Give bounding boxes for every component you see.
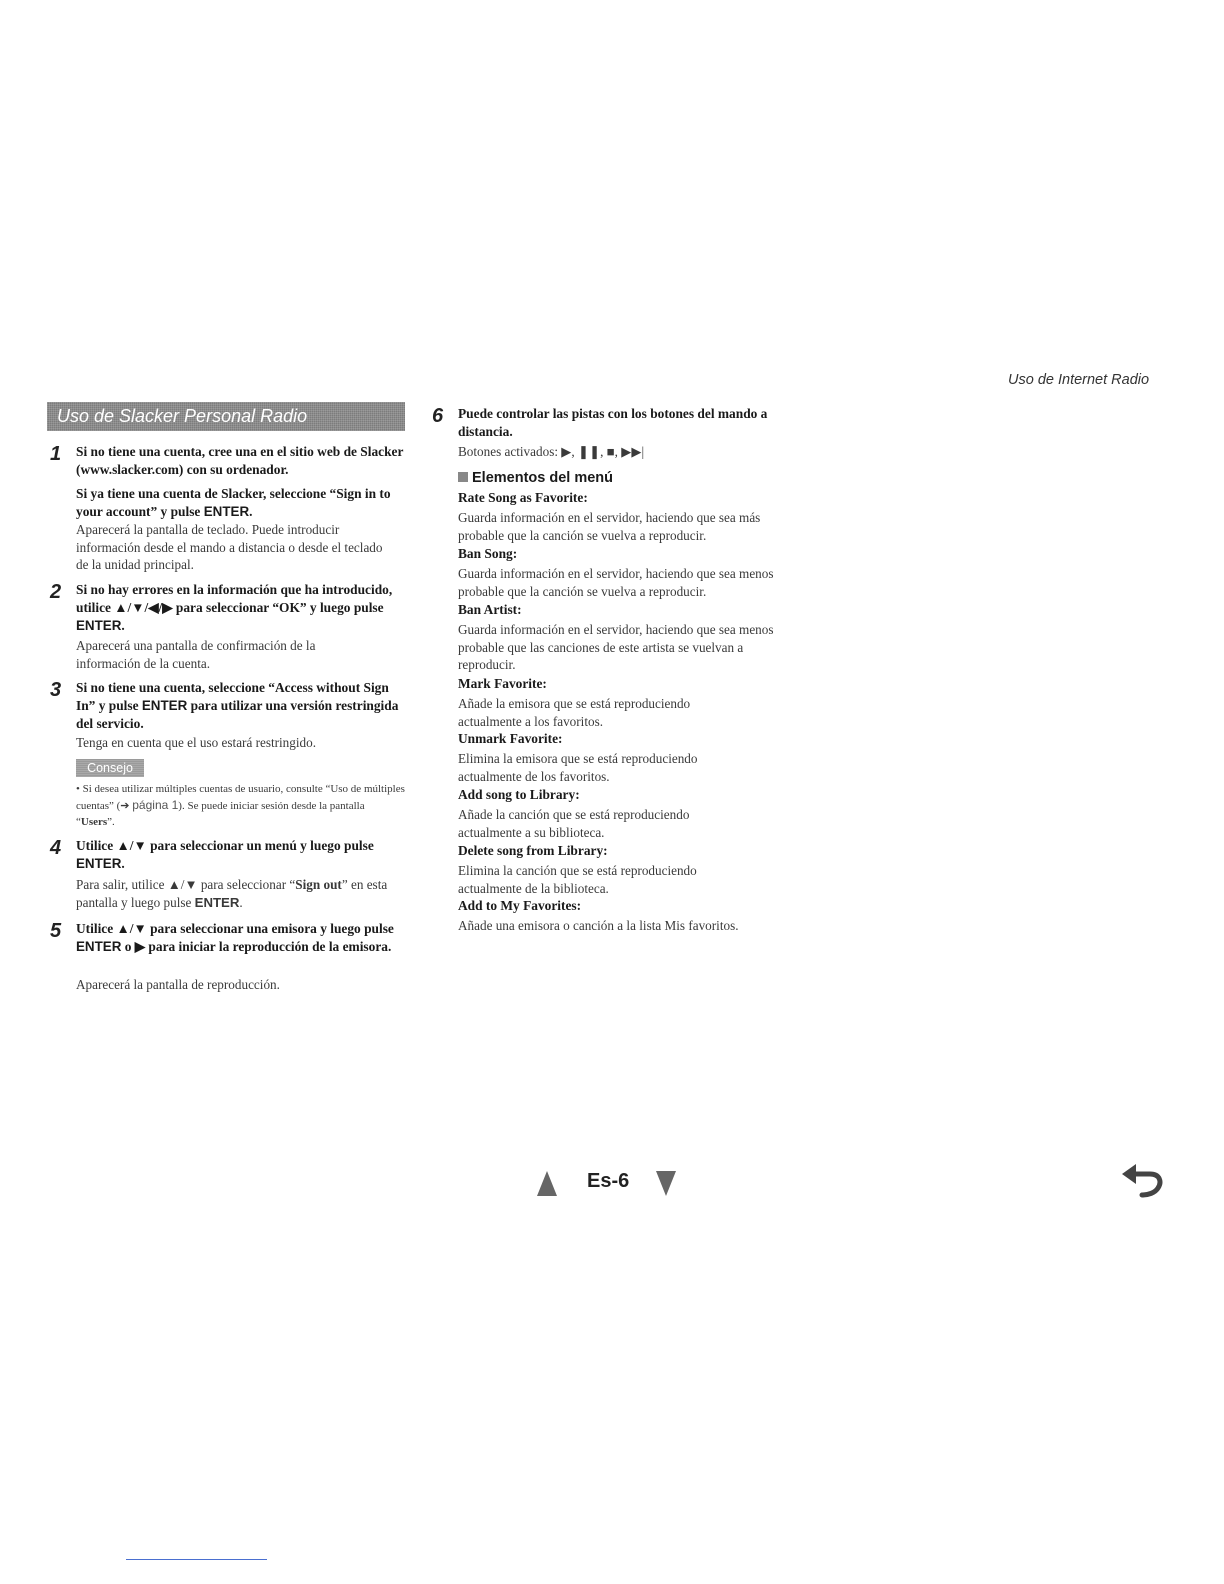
step-number: 3 — [50, 679, 62, 701]
step-instruction-2: Si ya tiene una cuenta de Slacker, seleccione “Sign in to your account” y pulse ENTER. — [76, 486, 391, 519]
menu-item-term: Delete song from Library: — [458, 843, 608, 858]
menu-item-term: Unmark Favorite: — [458, 731, 563, 746]
menu-item-term: Mark Favorite: — [458, 676, 547, 691]
step-instruction: Si no tiene una cuenta, cree una en el sitio web de Slacker (www.slacker.com) con su ordenador. — [76, 444, 404, 477]
step-description: Para salir, utilice ▲/▼ para seleccionar “Sign out” en esta pantalla y luego pulse ENTER. — [76, 877, 388, 910]
page-number: Es-6 — [587, 1170, 630, 1192]
menu-item-term: Add to My Favorites: — [458, 898, 582, 913]
section-title-banner: Uso de Slacker Personal Radio — [47, 402, 405, 431]
menu-item-desc: Elimina la canción que se está reproduciendo actualmente de la biblioteca. — [458, 863, 697, 896]
step-description: Aparecerá la pantalla de reproducción. — [76, 977, 280, 992]
step-instruction: Si no hay errores en la información que ha introducido, utilice ▲/▼/◀/▶ para seleccionar “OK” y luego pulse ENTER. — [76, 582, 393, 633]
step-number: 2 — [50, 581, 62, 603]
step-description: Tenga en cuenta que el uso estará restringido. — [76, 735, 317, 750]
step-instruction: Puede controlar las pistas con los botones del mando a distancia. — [458, 406, 768, 439]
square-bullet-icon — [458, 472, 468, 482]
section-header: Uso de Internet Radio — [1008, 372, 1150, 388]
step-description: Aparecerá la pantalla de teclado. Puede introducir información desde el mando a distancia o desde el teclado de la unidad principal. — [76, 522, 383, 572]
tip-label: Consejo — [76, 759, 144, 777]
menu-item-desc: Añade la canción que se está reproduciendo actualmente a su biblioteca. — [458, 807, 690, 840]
menu-item-term: Ban Song: — [458, 546, 518, 561]
step-instruction: Si no tiene una cuenta, seleccione “Access without Sign In” y pulse ENTER para utilizar una versión restringida del servicio. — [76, 680, 399, 731]
menu-item-term: Ban Artist: — [458, 602, 522, 617]
step-number: 1 — [50, 443, 62, 465]
menu-item-desc: Guarda información en el servidor, haciendo que sea menos probable que la canción se vuelva a reproducir. — [458, 566, 774, 599]
menu-item-desc: Añade una emisora o canción a la lista Mis favoritos. — [458, 918, 739, 933]
menu-item-desc: Elimina la emisora que se está reproduciendo actualmente de los favoritos. — [458, 751, 698, 784]
step-number: 5 — [50, 920, 62, 942]
menu-heading: Elementos del menú — [458, 470, 613, 486]
page-link[interactable]: página 1 — [132, 798, 179, 812]
return-arrow-icon[interactable] — [1120, 1162, 1164, 1203]
step-description: Botones activados: ▶, ❚❚, ■, ▶▶| — [458, 444, 645, 459]
tip-note: • Si desea utilizar múltiples cuentas de usuario, consulte “Uso de múltiples cuentas” (➔ página 1). Se puede iniciar sesión desde la pantalla “Users”. — [76, 783, 405, 828]
menu-item-term: Rate Song as Favorite: — [458, 490, 588, 505]
menu-item-term: Add song to Library: — [458, 787, 580, 802]
divider — [126, 1559, 267, 1560]
menu-item-desc: Guarda información en el servidor, haciendo que sea más probable que la canción se vuelva a reproducir. — [458, 510, 761, 543]
step-instruction: Utilice ▲/▼ para seleccionar un menú y luego pulse ENTER. — [76, 838, 374, 871]
step-number: 4 — [50, 837, 62, 859]
step-number: 6 — [432, 405, 444, 427]
down-triangle-icon[interactable] — [656, 1171, 676, 1201]
step-instruction: Utilice ▲/▼ para seleccionar una emisora y luego pulse ENTER o ▶ para iniciar la reproducción de la emisora. — [76, 921, 394, 954]
step-description: Aparecerá una pantalla de confirmación de la información de la cuenta. — [76, 638, 316, 671]
up-triangle-icon[interactable] — [537, 1171, 557, 1201]
menu-item-desc: Añade la emisora que se está reproduciendo actualmente a los favoritos. — [458, 696, 691, 729]
menu-item-desc: Guarda información en el servidor, haciendo que sea menos probable que las canciones de este artista se vuelvan a reproducir. — [458, 622, 774, 672]
